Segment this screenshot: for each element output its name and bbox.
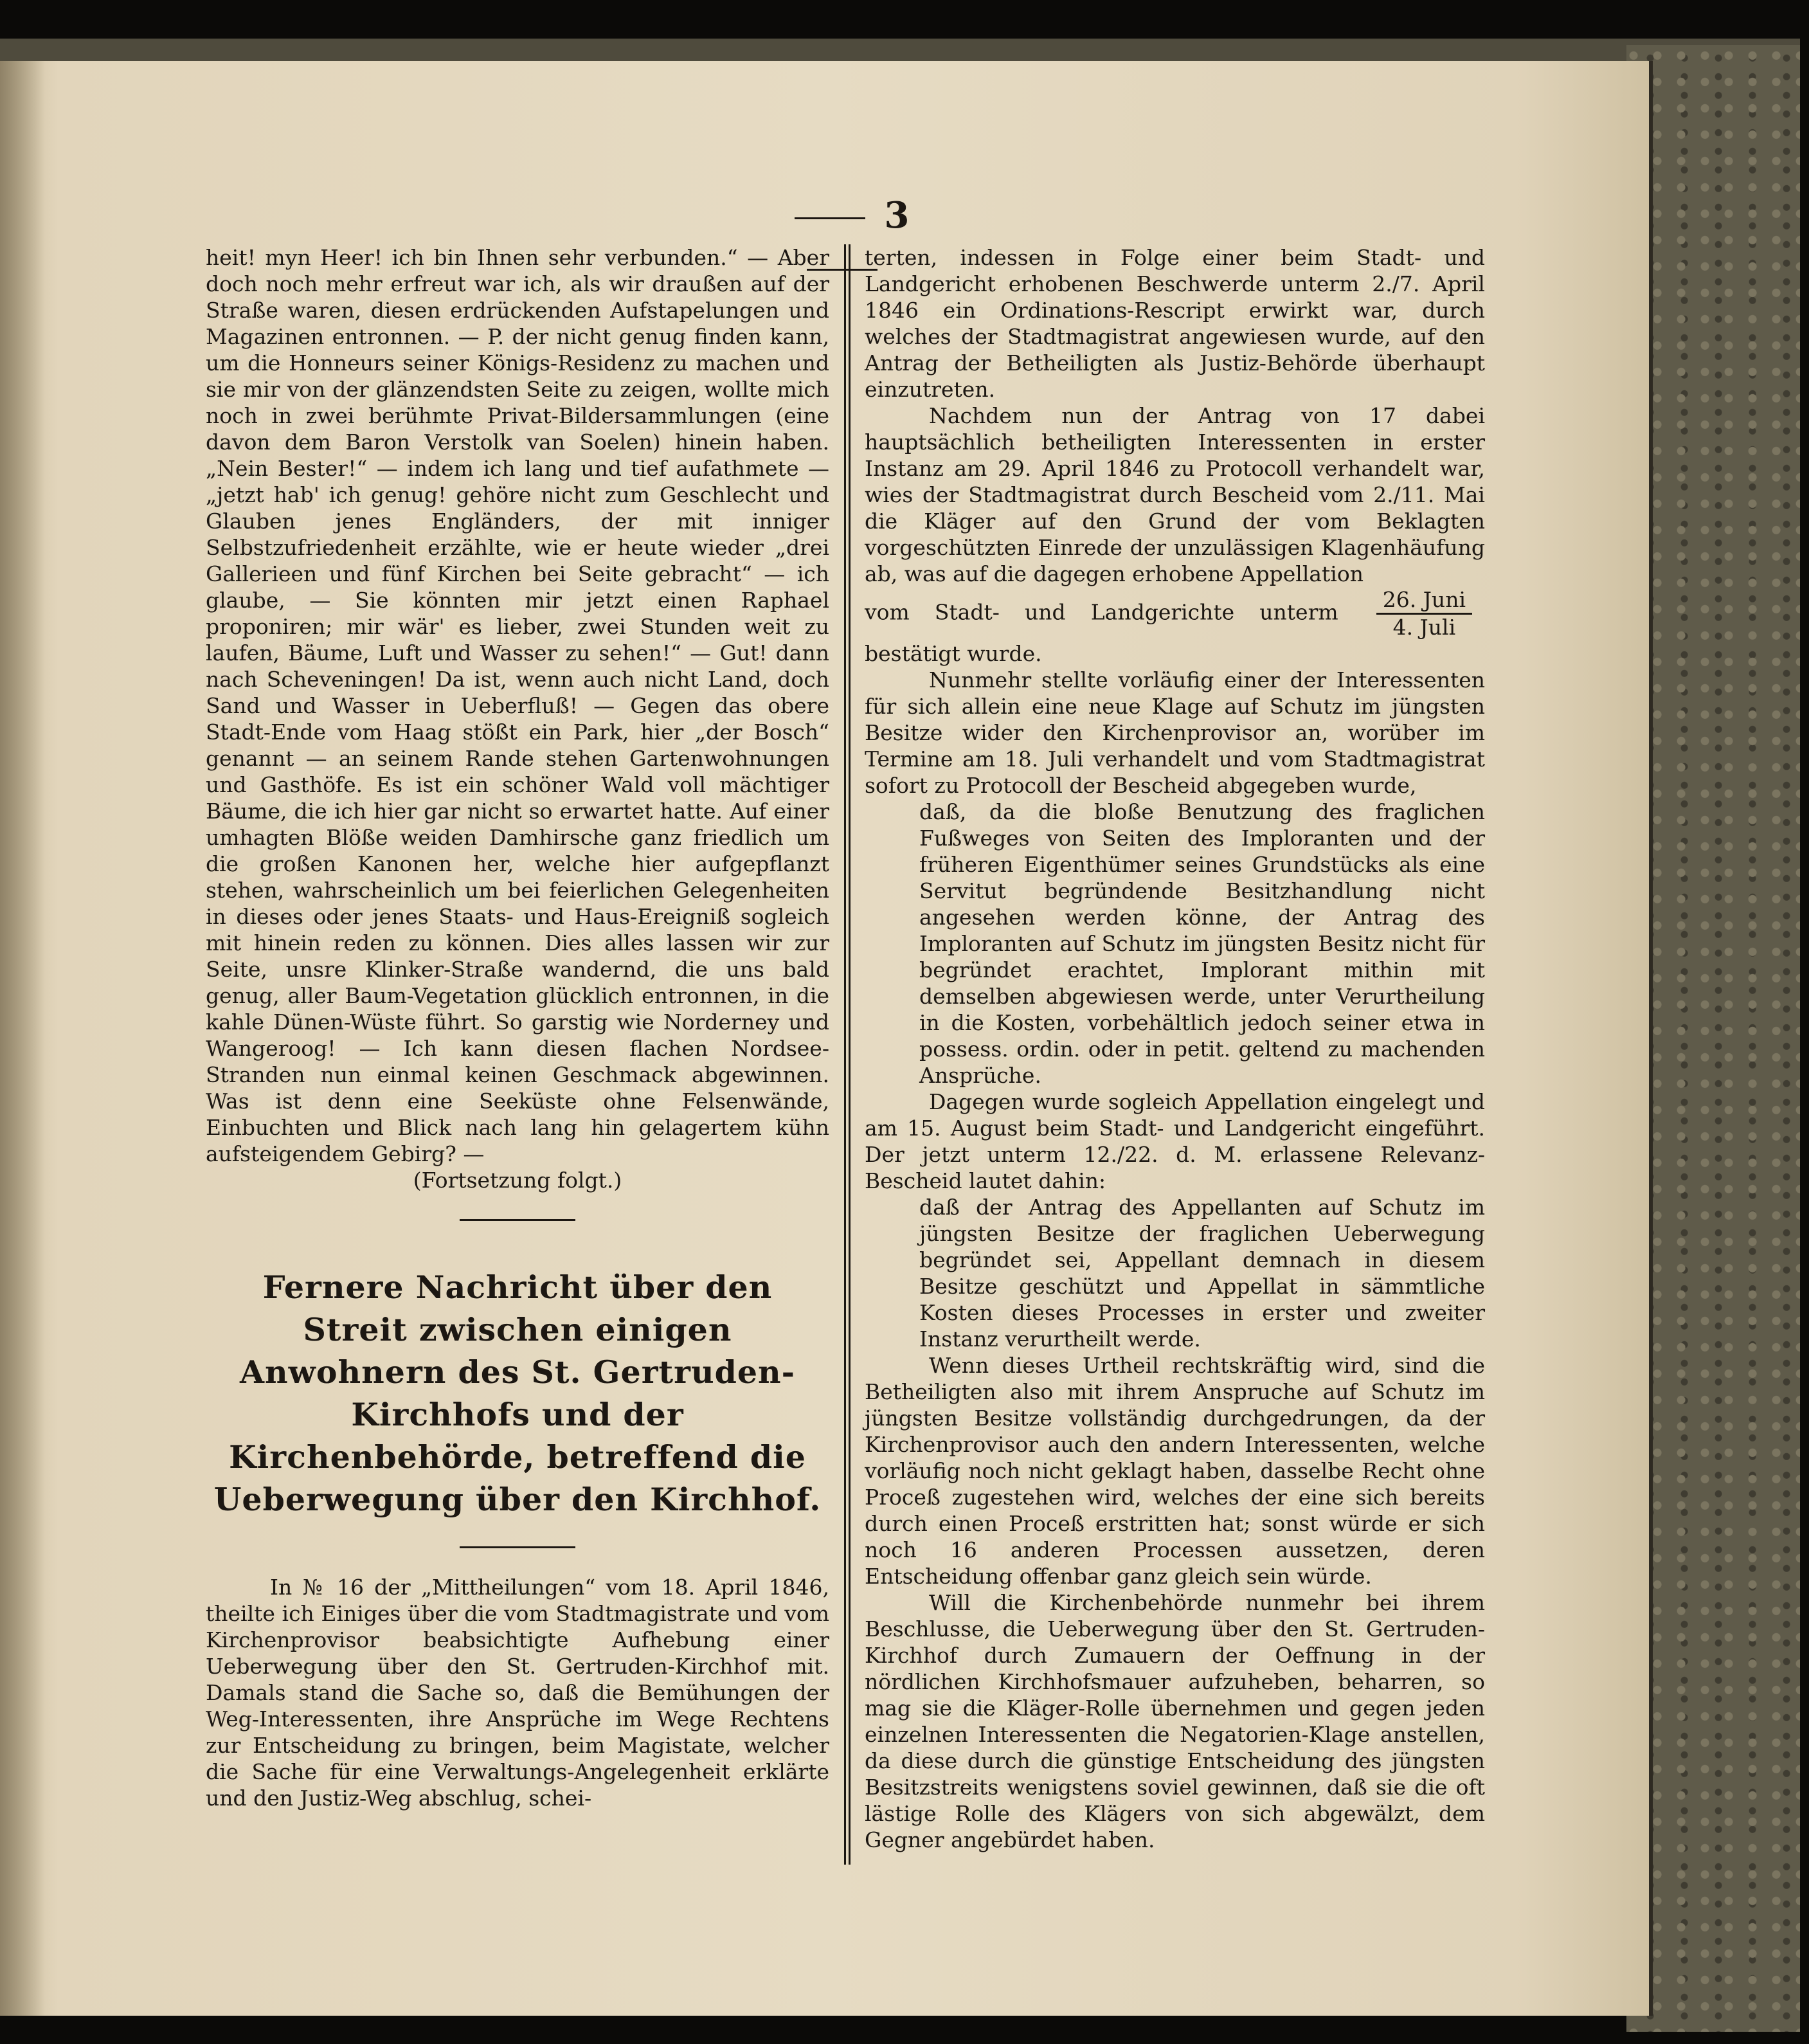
right-paragraph-2b [865,587,1485,667]
continued-note: (Fortsetzung folgt.) [413,1168,622,1193]
right-paragraph-5: Wenn dieses Urtheil rechtskräftig wird, sind die Betheiligten also mit ihrem Anspruche auf Schutz im jüngsten Besitze vollständig durchgedrungen, da der Kirchenprovisor auch den andern Interessenten, welche vorläufig noch nicht geklagt haben, dasselbe Recht ohne Proceß zugestehen wird, welches der eine sich bereits durch einen Proceß erstritten hat; sonst würde er sich noch 16 anderen Processen aussetzen, deren Entscheidung offenbar ganz gleich sein würde. [865,1353,1485,1589]
headline-rule [460,1546,575,1548]
decision-quote-1: daß, da die bloße Benutzung des fraglichen Fußweges von Seiten des Imploranten und der früheren Eigenthümer seines Grundstücks als eine Servitut begründende Besitzhandlung nicht angesehen werden könne, der Antrag des Imploranten auf Schutz im jüngsten Besitz nicht für begründet erachtet, Implorant mithin mit demselben abgewiesen werde, unter Verurtheilung in die Kosten, vorbehältlich jedoch seiner etwa in possess. ordin. oder in petit. geltend zu machenden Ansprüche. [919,799,1485,1088]
left-paragraph-2: In № 16 der „Mittheilungen“ vom 18. April 1846, theilte ich Einiges über die vom Stadtmagistrate und vom Kirchenprovisor beabsichtigte Aufhebung einer Ueberwegung über den St. Gertruden-Kirchhof mit. Damals stand die Sache so, daß die Bemühungen der Weg-Interessenten, ihre Ansprüche im Wege Rechtens zur Entscheidung zu bringen, beim Magistate, welcher die Sache für eine Verwaltungs-Angelegenheit erklärte und den Justiz-Weg abschlug, schei- [206,1575,829,1811]
date-line-post: bestätigt wurde. [865,641,1042,666]
binding-board-top [0,39,1800,64]
page-number-text: 3 [884,194,910,237]
page-number-dash-left [795,217,865,219]
date-fraction-numerator: 26. Juni [1376,587,1472,615]
article-headline: Fernere Nachricht über den Streit zwischen einigen Anwohnern des St. Gertruden-Kirchhofs und der Kirchenbehörde, betreffend die Ueberwegung über den Kirchhof. [213,1269,822,1518]
right-paragraph-2: Nachdem nun der Antrag von 17 dabei hauptsächlich betheiligten Interessenten in erster Instanz am 29. April 1846 zu Protocoll verhandelt war, wies der Stadtmagistrat durch Bescheid vom 2./11. Mai die Kläger auf den Grund der vom Beklagten vorgeschützten Einrede der unzulässigen Klagenhäufung ab, was auf die dagegen erhobene Appellation [865,403,1485,586]
decision-quote-2: daß der Antrag des Appellanten auf Schutz im jüngsten Besitze der fraglichen Ueberwegung begründet sei, Appellant demnach in diesem Besitze geschützt und Appellat in sämmtliche Kosten dieses Processes in erster und zweiter Instanz verurtheilt werde. [919,1195,1485,1352]
date-fraction-denominator: 4. Juli [1392,615,1456,640]
section-separator [460,1219,575,1221]
column-divider [844,244,851,1865]
right-column [865,244,1485,1853]
right-paragraph-1: terten, indessen in Folge einer beim Stadt- und Landgericht erhobenen Beschwerde unterm 2./7. April 1846 ein Ordinations-Rescript erwirkt war, durch welches der Stadtmagistrat angewiesen wurde, auf den Antrag der Betheiligten als Justiz-Behörde überhaupt einzutreten. [865,245,1485,402]
left-column [206,244,829,1811]
right-paragraph-4: Dagegen wurde sogleich Appellation eingelegt und am 15. August beim Stadt- und Landgericht eingeführt. Der jetzt unterm 12./22. d. M. erlassene Relevanz-Bescheid lautet dahin: [865,1089,1485,1193]
right-paragraph-3: Nunmehr stellte vorläufig einer der Interessenten für sich allein eine neue Klage auf Schutz im jüngsten Besitze wider den Kirchenprovisor an, worüber im Termine am 18. Juli verhandelt und vom Stadtmagistrat sofort zu Protocoll der Bescheid abgegeben wurde, [865,667,1485,798]
right-paragraph-6: Will die Kirchenbehörde nunmehr bei ihrem Beschlusse, die Ueberwegung über den St. Gertruden-Kirchhof durch Zumauern der Oeffnung in der nördlichen Kirchhofsmauer aufzuheben, beharren, so mag sie die Kläger-Rolle übernehmen und gegen jeden einzelnen Interessenten die Negatorien-Klage anstellen, da diese durch die günstige Entscheidung des jüngsten Besitzstreits wenigstens soviel gewinnen, daß sie die oft lästige Rolle des Klägers von sich abgewälzt, dem Gegner angebürdet haben. [865,1590,1485,1852]
page-number [726,190,958,241]
date-fraction [1376,587,1472,640]
left-paragraph-1: heit! myn Heer! ich bin Ihnen sehr verbunden.“ — Aber doch noch mehr erfreut war ich, als wir draußen auf der Straße waren, diesen erdrückenden Aufstapelungen und Magazinen entronnen. — P. der nicht genug finden kann, um die Honneurs seiner Königs-Residenz zu machen und sie mir von der glänzendsten Seite zu zeigen, wollte mich noch in zwei berühmte Privat-Bildersammlungen (eine davon dem Baron Verstolk van Soelen) hinein haben. „Nein Bester!“ — indem ich lang und tief aufathmete — „jetzt hab' ich genug! gehöre nicht zum Geschlecht und Glauben jenes Engländers, der mit inniger Selbstzufriedenheit erzählte, wie er heute wieder „drei Gallerieen und fünf Kirchen bei Seite gebracht“ — ich glaube, — Sie könnten mir jetzt einen Raphael proponiren; mir wär' es lieber, zwei Stunden weit zu laufen, Bäume, Luft und Wasser zu sehen!“ — Gut! dann nach Scheveningen! Da ist, wenn auch nicht Land, doch Sand und Wasser in Ueberfluß! — Gegen das obere Stadt-Ende vom Haag stößt ein Park, hier „der Bosch“ genannt — an seinem Rande stehen Gartenwohnungen und Gasthöfe. Es ist ein schöner Wald voll mächtiger Bäume, die ich hier gar nicht so erwartet hatte. Auf einer umhagten Blöße weiden Damhirsche ganz friedlich um die großen Kanonen her, welche hier aufgepflanzt stehen, wahrscheinlich um bei feierlichen Gelegenheiten in dieses oder jenes Staats- und Haus-Ereigniß sogleich mit hinein reden zu können. Dies alles lassen wir zur Seite, unsre Klinker-Straße wandernd, die uns bald genug, aller Baum-Vegetation glücklich entronnen, in die kahle Dünen-Wüste führt. So garstig wie Norderney und Wangeroog! — Ich kann diesen flachen Nordsee-Stranden nun einmal keinen Geschmack abgewinnen. Was ist denn eine Seeküste ohne Felsenwände, Einbuchten und Blick nach lang hin gelagertem kühn aufsteigendem Gebirg? — [206,245,829,1166]
date-line-pre: vom Stadt- und Landgerichte unterm [865,599,1338,625]
page-gutter-shadow [0,61,45,2016]
